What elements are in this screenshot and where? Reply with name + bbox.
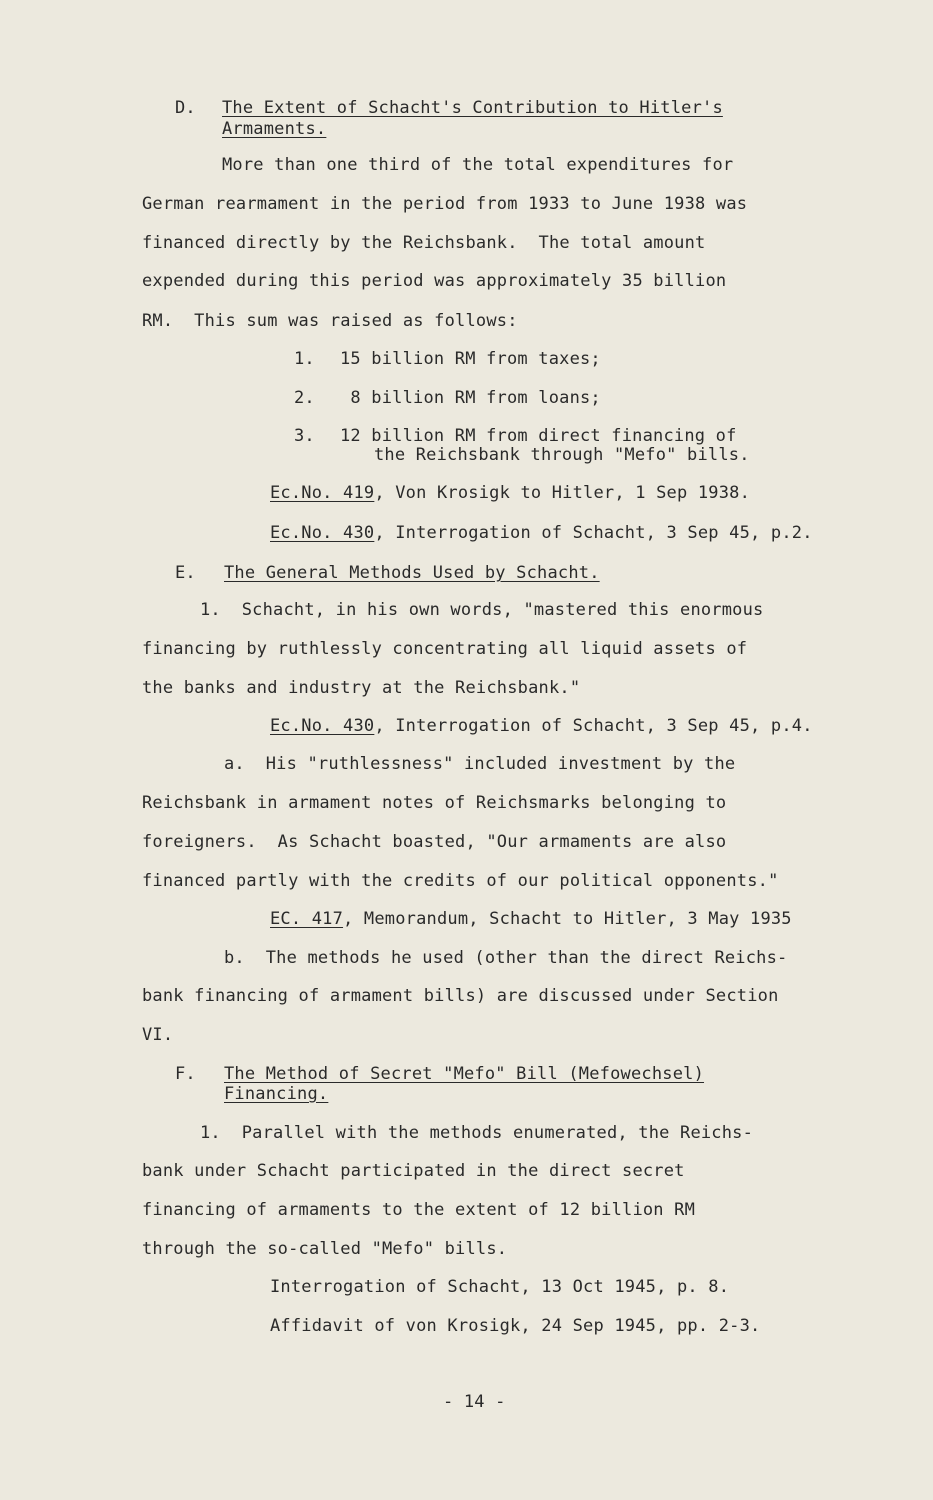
section-f-heading-line1: The Method of Secret "Mefo" Bill (Mefowechsel)	[224, 1064, 705, 1084]
section-e-para-line: financing by ruthlessly concentrating all liquid assets of	[142, 639, 748, 659]
citation-text: , Interrogation of Schacht, 3 Sep 45, p.4.	[374, 716, 813, 736]
section-e-para-a-line: foreigners. As Schacht boasted, "Our armaments are also	[142, 832, 727, 852]
section-d-para-line: German rearmament in the period from 1933 to June 1938 was	[142, 194, 748, 214]
citation-text: , Memorandum, Schacht to Hitler, 3 May 1935	[343, 909, 792, 929]
citation	[270, 523, 813, 543]
section-d-para-line: RM. This sum was raised as follows:	[142, 311, 518, 331]
list-item-text-cont: the Reichsbank through "Mefo" bills.	[374, 445, 750, 465]
section-f-para-line: through the so-called "Mefo" bills.	[142, 1239, 508, 1259]
citation: Interrogation of Schacht, 13 Oct 1945, p. 8.	[270, 1277, 730, 1297]
section-e-para-line: the banks and industry at the Reichsbank."	[142, 678, 581, 698]
section-d-letter: D.	[175, 98, 196, 118]
section-e-para-line: 1. Schacht, in his own words, "mastered this enormous	[200, 600, 764, 620]
citation	[270, 483, 750, 503]
list-item-number: 1.	[294, 349, 315, 369]
section-e-letter: E.	[175, 563, 196, 583]
section-e-heading: The General Methods Used by Schacht.	[224, 563, 600, 583]
list-item-text: 15 billion RM from taxes;	[340, 349, 601, 369]
section-f-para-line: 1. Parallel with the methods enumerated, the Reichs-	[200, 1123, 754, 1143]
citation	[270, 909, 792, 929]
section-d-para-line: financed directly by the Reichsbank. The total amount	[142, 233, 706, 253]
section-e-para-a-line: a. His "ruthlessness" included investment by the	[224, 754, 736, 774]
list-item-text: 12 billion RM from direct financing of	[340, 426, 737, 446]
section-f-para-line: financing of armaments to the extent of 12 billion RM	[142, 1200, 696, 1220]
section-e-para-a-line: Reichsbank in armament notes of Reichsmarks belonging to	[142, 793, 727, 813]
section-d-para-line: expended during this period was approximately 35 billion	[142, 271, 727, 291]
section-f-para-line: bank under Schacht participated in the direct secret	[142, 1161, 685, 1181]
section-e-para-b-line: bank financing of armament bills) are discussed under Section	[142, 986, 779, 1006]
list-item-text: 8 billion RM from loans;	[340, 388, 601, 408]
citation-text: , Interrogation of Schacht, 3 Sep 45, p.2.	[374, 523, 813, 543]
citation: Affidavit of von Krosigk, 24 Sep 1945, pp. 2-3.	[270, 1316, 761, 1336]
list-item-number: 3.	[294, 426, 315, 446]
citation-text: , Von Krosigk to Hitler, 1 Sep 1938.	[374, 483, 751, 503]
section-e-para-b-line: VI.	[142, 1025, 174, 1045]
list-item-number: 2.	[294, 388, 315, 408]
citation-ref: EC. 417	[270, 909, 344, 929]
section-e-para-a-line: financed partly with the credits of our political opponents."	[142, 871, 779, 891]
section-d-heading-line2: Armaments.	[222, 119, 327, 139]
section-f-heading-line2: Financing.	[224, 1084, 329, 1104]
section-d-heading-line1: The Extent of Schacht's Contribution to Hitler's	[222, 98, 723, 118]
citation	[270, 716, 813, 736]
section-f-letter: F.	[175, 1064, 196, 1084]
citation-ref: Ec.No. 419	[270, 483, 375, 503]
citation-ref: Ec.No. 430	[270, 523, 375, 543]
section-e-para-b-line: b. The methods he used (other than the direct Reichs-	[224, 948, 788, 968]
section-d-para-line: More than one third of the total expenditures for	[222, 155, 734, 175]
citation-ref: Ec.No. 430	[270, 716, 375, 736]
page-number: - 14 -	[443, 1392, 506, 1412]
